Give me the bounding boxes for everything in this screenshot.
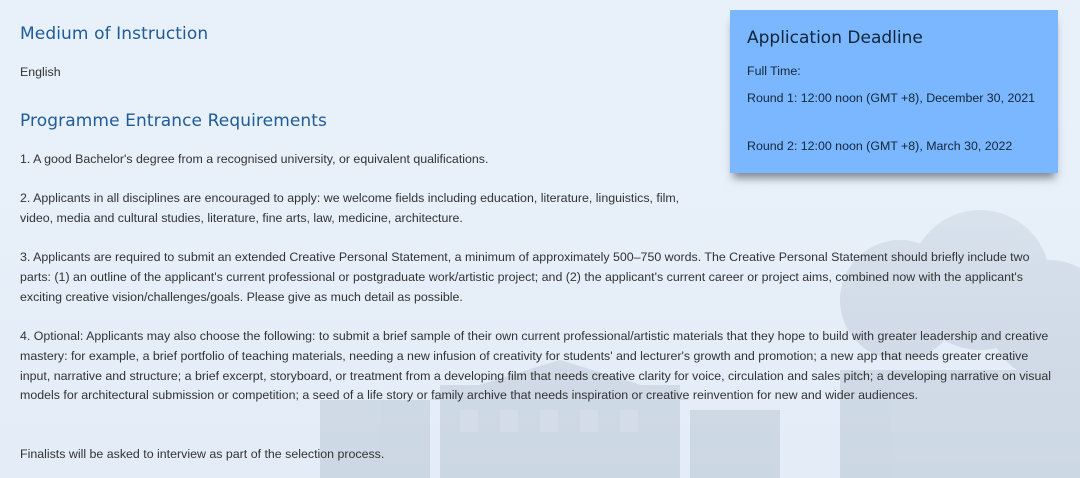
deadline-round-1: Round 1: 12:00 noon (GMT +8), December 30, 2021 xyxy=(747,91,1036,105)
requirement-item-2: 2. Applicants in all disciplines are encouraged to apply: we welcome fields including education, literature, linguistics, film, video, media and cultural studies, literature, fine arts, law, medicine, architecture. xyxy=(20,191,680,225)
medium-of-instruction-heading: Medium of Instruction xyxy=(20,24,209,44)
finalists-note: Finalists will be asked to interview as part of the selection process. xyxy=(20,447,385,461)
requirement-item-4: 4. Optional: Applicants may also choose the following: to submit a brief sample of their own current professional/artistic materials that they hope to build with greater leadership and creative mastery: for example, a brief portfolio of teaching materials, needing a new infusion of creativity for students' and lecturer's growth and promotion; a new app that needs greater creative input, narrative and structure; a brief excerpt, storyboard, or treatment from a developing film that needs creative clarity for voice, circulation and sales pitch; a developing narrative on visual models for architectural submission or competition; a seed of a life story or family archive that needs inspiration or creative reinvention for new and wider audiences. xyxy=(20,329,1052,403)
deadline-mode: Full Time: xyxy=(747,64,801,78)
requirement-item-1: 1. A good Bachelor's degree from a recognised university, or equivalent qualifications. xyxy=(20,152,489,166)
application-deadline-card xyxy=(730,10,1058,173)
requirement-item-3: 3. Applicants are required to submit an extended Creative Personal Statement, a minimum of approximately 500–750 words. The Creative Personal Statement should briefly include two parts: (1) an outline of the applicant's current professional or postgraduate work/artistic project; and (2) the applicant's current career or project aims, combined now with the applicant's exciting creative vision/challenges/goals. Please give as much detail as possible. xyxy=(20,250,1030,304)
medium-of-instruction-value: English xyxy=(20,65,61,79)
deadline-round-2: Round 2: 12:00 noon (GMT +8), March 30, 2022 xyxy=(747,139,1013,153)
application-deadline-heading: Application Deadline xyxy=(747,28,923,48)
entrance-requirements-heading: Programme Entrance Requirements xyxy=(20,111,328,131)
